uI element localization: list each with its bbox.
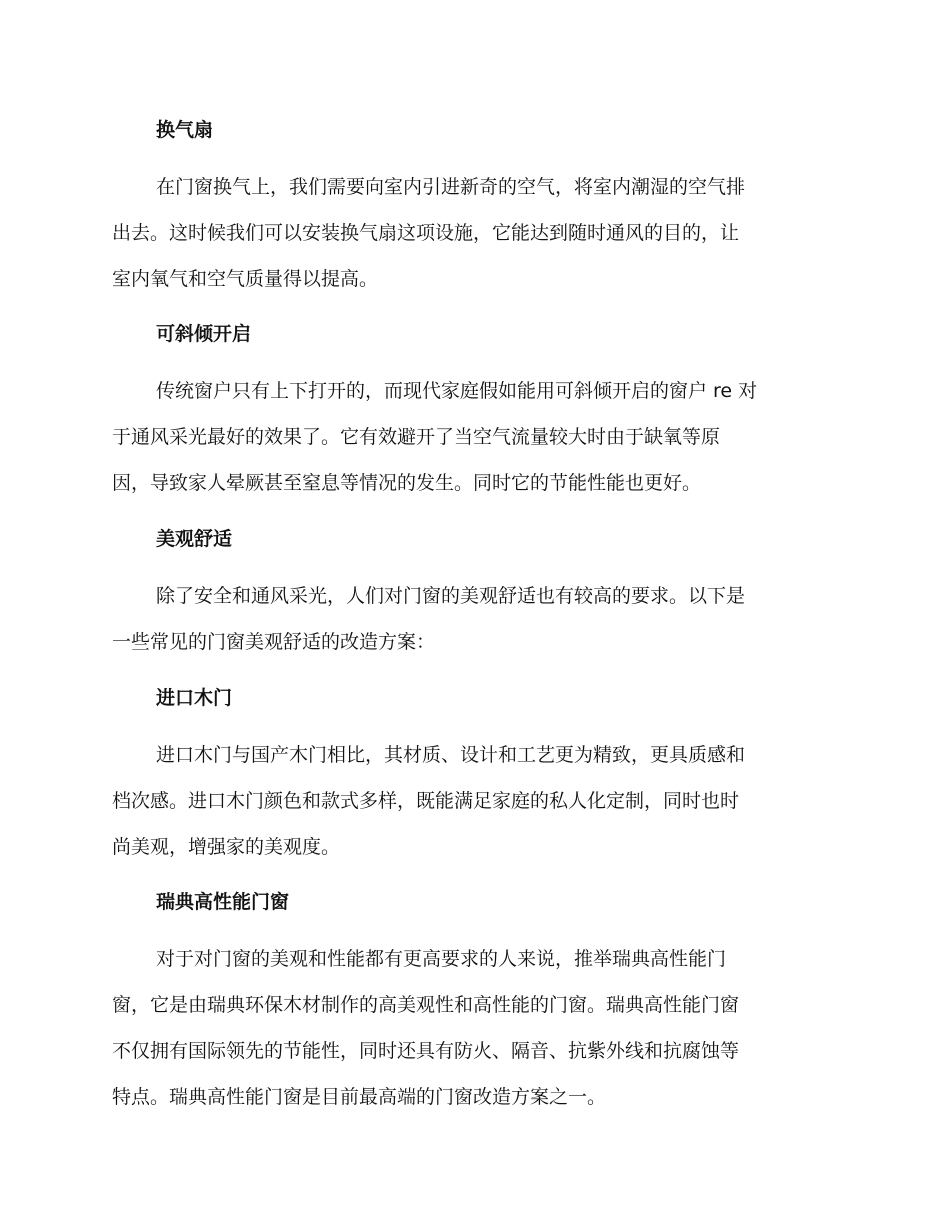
paragraph-line: 于通风采光最好的效果了。它有效避开了当空气流量较大时由于缺氧等原 [112, 426, 721, 448]
section-heading-ventilation-fan: 换气扇 [156, 119, 214, 141]
paragraph-line: 除了安全和通风采光，人们对门窗的美观舒适也有较高的要求。以下是 [156, 585, 746, 607]
paragraph-line: 窗，它是由瑞典环保木材制作的高美观性和高性能的门窗。瑞典高性能门窗 [112, 994, 740, 1016]
paragraph-line: 传统窗户只有上下打开的，而现代家庭假如能用可斜倾开启的窗户 re 对 [156, 380, 758, 402]
paragraph-line: 室内氧气和空气质量得以提高。 [112, 268, 379, 290]
paragraph-line: 在门窗换气上，我们需要向室内引进新奇的空气，将室内潮湿的空气排 [156, 176, 746, 198]
paragraph-aesthetic-comfort [112, 573, 842, 665]
paragraph-ventilation-fan [112, 164, 842, 302]
paragraph-tilt-open [112, 368, 842, 506]
section-heading-aesthetic-comfort: 美观舒适 [156, 528, 233, 550]
section-heading-imported-wood-door: 进口木门 [156, 687, 233, 709]
paragraph-line: 一些常见的门窗美观舒适的改造方案： [112, 631, 436, 653]
paragraph-line: 进口木门与国产木门相比，其材质、设计和工艺更为精致，更具质感和 [156, 744, 746, 766]
paragraph-line: 尚美观，增强家的美观度。 [112, 836, 341, 858]
paragraph-line: 档次感。进口木门颜色和款式多样，既能满足家庭的私人化定制，同时也时 [112, 790, 740, 812]
section-heading-swedish-windows: 瑞典高性能门窗 [156, 891, 290, 913]
paragraph-line: 出去。这时候我们可以安装换气扇这项设施，它能达到随时通风的目的，让 [112, 222, 740, 244]
paragraph-line: 不仅拥有国际领先的节能性，同时还具有防火、隔音、抗紫外线和抗腐蚀等 [112, 1040, 740, 1062]
paragraph-line: 特点。瑞典高性能门窗是目前最高端的门窗改造方案之一。 [112, 1086, 607, 1108]
paragraph-line: 对于对门窗的美观和性能都有更高要求的人来说，推举瑞典高性能门 [156, 948, 727, 970]
paragraph-swedish-windows [112, 936, 842, 1120]
section-heading-tilt-open: 可斜倾开启 [156, 323, 252, 345]
paragraph-imported-wood-door [112, 732, 842, 870]
paragraph-line: 因，导致家人晕厥甚至窒息等情况的发生。同时它的节能性能也更好。 [112, 472, 702, 494]
